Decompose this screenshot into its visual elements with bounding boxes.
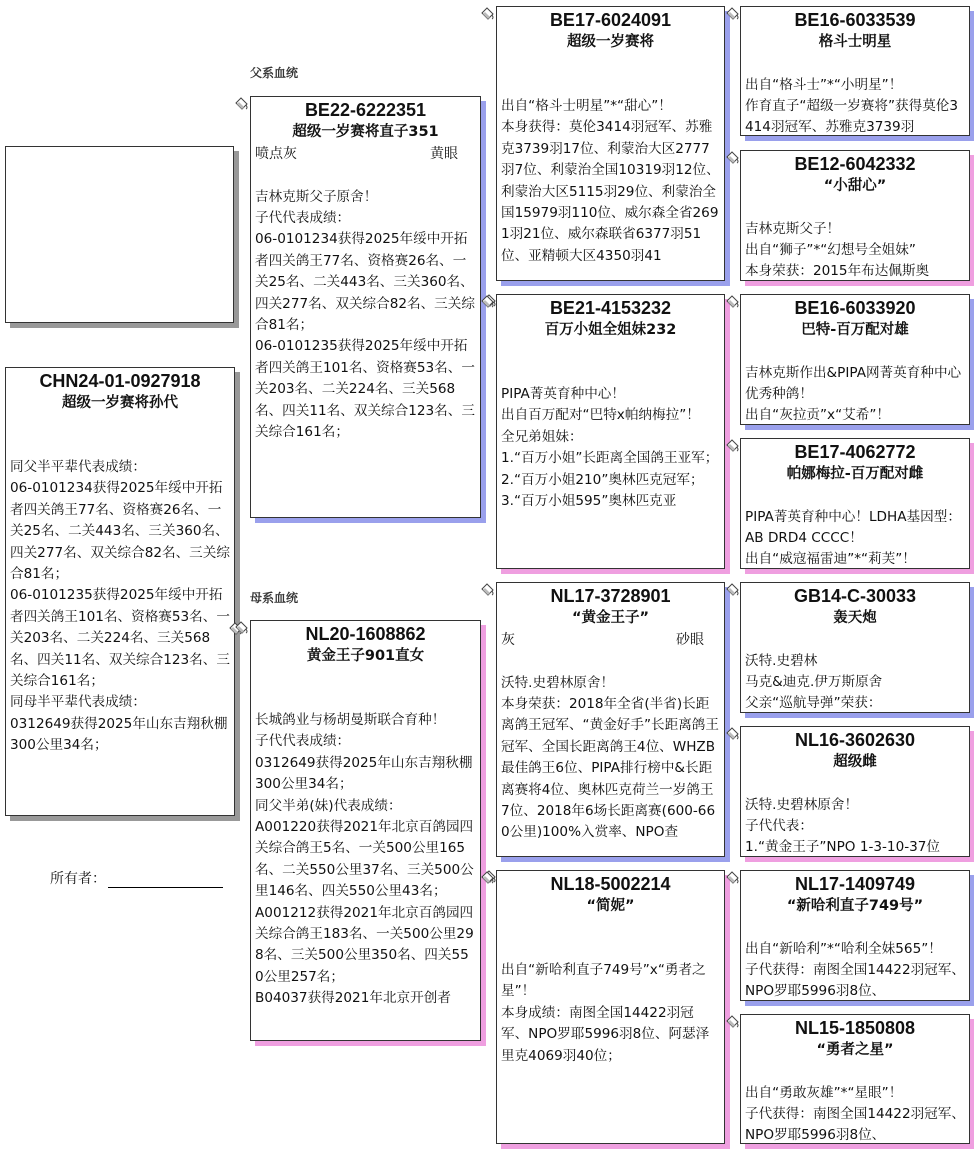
subject-pigeon-card[interactable]	[5, 367, 235, 816]
pigeon-name: 超级一岁赛将直子351	[292, 124, 439, 140]
ring-number: BE16-6033539	[794, 10, 916, 30]
paint-bucket-icon[interactable]	[480, 7, 494, 21]
paint-bucket-icon[interactable]	[725, 1015, 739, 1029]
grandsire-paternal-card[interactable]	[496, 6, 725, 281]
pigeon-name: 黄金王子901直女	[306, 648, 425, 664]
paint-bucket-icon[interactable]	[725, 7, 739, 21]
paint-bucket-icon[interactable]	[725, 727, 739, 741]
granddam-maternal-card[interactable]	[496, 870, 725, 1144]
photo-placeholder[interactable]	[5, 146, 234, 323]
pigeon-notes: 出自“勇敢灰雄”*“星眼”！ 子代获得：南图全国14422羽冠军、NPO罗耶5996羽8位、	[745, 1084, 965, 1144]
pigeon-name: “小甜心”	[823, 178, 887, 194]
ancestor-card[interactable]	[740, 150, 970, 281]
ancestor-card[interactable]	[740, 870, 970, 1001]
ancestor-card[interactable]	[740, 6, 970, 136]
pigeon-notes: 出自“新哈利直子749号”x“勇者之星”！ 本身成绩：南图全国14422羽冠军、NPO罗耶5996羽8位、阿瑟泽里克4069羽40位；	[501, 962, 710, 1064]
paint-bucket-icon[interactable]	[725, 583, 739, 597]
ring-number: NL17-1409749	[794, 874, 916, 894]
pigeon-notes: 同父半平辈代表成绩： 06-0101234获得2025年绥中开拓者四关鸽王77名、资格赛26名、一关25名、二关443名、三关360名、四关277名、双关综合82名、三关综合81名； 06-0101235获得2025年绥中开拓者四关鸽王101名、资格赛53名、一关203名、二关224名、三关568名、四关11名、双关综合123名、三关综合161名； 同母半平辈代表成绩： 0312649获得2025年山东吉翔秋棚300公里34名；	[10, 459, 230, 754]
sire-card[interactable]	[250, 96, 481, 518]
ancestor-card[interactable]	[740, 582, 970, 713]
sire-line-label: 父系血统	[250, 66, 299, 80]
pigeon-notes: PIPA菁英育种中心！LDHA基因型：AB DRD4 CCCC！ 出自“威寇福雷迪”*“莉芙”！	[745, 508, 961, 568]
pigeon-notes: 出自“新哈利”*“哈利全妹565”！ 子代获得：南图全国14422羽冠军、NPO罗耶5996羽8位、	[745, 940, 965, 1000]
paint-bucket-icon[interactable]	[725, 295, 739, 309]
ring-number: NL17-3728901	[550, 586, 671, 606]
pigeon-notes: PIPA菁英育种中心！ 出自百万配对“巴特x帕纳梅拉”！ 全兄弟姐妹： 1.“百万小姐”长距离全国鸽王亚军； 2.“百万小姐210”奥林匹克冠军； 3.“百万小姐595”奥林匹克亚	[501, 386, 719, 510]
pigeon-notes: 沃特.史碧林原舍！ 子代代表： 1.“黄金王子”NPO 1-3-10-37位	[745, 796, 941, 856]
pigeon-notes: 沃特.史碧林原舍！ 本身荣获：2018年全省(半省)长距离鸽王冠军、“黄金好手”长距离鸽王冠军、全国长距离鸽王4位、WHZB最佳鸽王6位、PIPA排行榜中&长距离赛将4位、奥林匹克荷兰一岁鸽王7位、2018年6场长距离赛(600-660公里)100%入赏率、NPO查	[501, 674, 719, 841]
pigeon-name: 巴特-百万配对雄	[801, 322, 909, 338]
ring-number: CHN24-01-0927918	[39, 371, 201, 391]
pigeon-name: “勇者之星”	[816, 1042, 894, 1058]
pigeon-name: “简妮”	[586, 898, 635, 914]
ancestor-card[interactable]	[740, 726, 970, 857]
grandsire-maternal-card[interactable]	[496, 582, 725, 857]
paint-bucket-icon[interactable]	[480, 871, 494, 885]
pigeon-name: “新哈利直子749号”	[786, 898, 924, 914]
pigeon-name: 轰天炮	[833, 610, 877, 626]
owner-label: 所有者：	[50, 871, 106, 887]
owner-field[interactable]	[50, 868, 223, 888]
ring-number: BE16-6033920	[794, 298, 916, 318]
pigeon-name: 格斗士明星	[818, 34, 892, 50]
pigeon-name: 帕娜梅拉-百万配对雌	[786, 466, 924, 482]
ring-number: BE17-6024091	[549, 10, 672, 30]
pigeon-notes: 出自“格斗士”*“小明星”！ 作育直子“超级一岁赛将”获得莫伦3414羽冠军、苏雅克3739羽	[745, 76, 959, 136]
ancestor-card[interactable]	[740, 1014, 970, 1144]
ring-number: BE22-6222351	[304, 100, 427, 120]
pigeon-name: 超级一岁赛将	[567, 34, 654, 50]
pigeon-name: “黄金王子”	[571, 610, 650, 626]
ring-number: GB14-C-30033	[793, 586, 917, 606]
paint-bucket-icon[interactable]	[480, 295, 494, 309]
ring-number: NL15-1850808	[794, 1018, 916, 1038]
pigeon-notes: 吉林克斯父子！ 出自“狮子”*“幻想号全姐妹” 本身荣获：2015年布达佩斯奥	[745, 220, 930, 280]
plumage-color: 灰	[501, 632, 515, 648]
ring-number: BE12-6042332	[794, 154, 916, 174]
ring-number: BE17-4062772	[794, 442, 916, 462]
ancestor-card[interactable]	[740, 294, 970, 425]
granddam-paternal-card[interactable]	[496, 294, 725, 569]
pigeon-name: 超级雌	[833, 754, 877, 770]
paint-bucket-icon[interactable]	[234, 621, 248, 635]
ring-number: NL16-3602630	[794, 730, 916, 750]
paint-bucket-icon[interactable]	[480, 583, 494, 597]
paint-bucket-icon[interactable]	[725, 151, 739, 165]
pigeon-name: 超级一岁赛将孙代	[62, 395, 178, 411]
ring-number: NL18-5002214	[550, 874, 671, 894]
pigeon-notes: 长城鸽业与杨胡曼斯联合育种！ 子代代表成绩： 0312649获得2025年山东吉翔秋棚300公里34名； 同父半弟(妹)代表成绩： A001220获得2021年北京百鸽园四关综合鸽王5名、一关500公里165名、二关550公里37名、三关500公里146名、四关550公里43名； A001212获得2021年北京百鸽园四关综合鸽王183名、一关500公里298名、三关500公里350名、四关550公里257名； B04037获得2021年北京开创者	[255, 712, 474, 1007]
ring-number: BE21-4153232	[549, 298, 672, 318]
owner-blank-line	[108, 872, 223, 888]
plumage-color: 喷点灰	[255, 146, 297, 162]
paint-bucket-icon[interactable]	[725, 871, 739, 885]
ring-number: NL20-1608862	[305, 624, 426, 644]
eye-type: 黄眼	[430, 146, 458, 162]
dam-line-label: 母系血统	[250, 591, 299, 605]
pigeon-notes: 沃特.史碧林 马克&迪克.伊万斯原舍 父亲“巡航导弹”荣获：	[745, 652, 883, 712]
pigeon-notes: 吉林克斯作出&PIPA网菁英育种中心优秀种鸽！ 出自“灰拉贡”x“艾希”！	[745, 364, 962, 424]
paint-bucket-icon[interactable]	[234, 97, 248, 111]
pigeon-name: 百万小姐全姐妹232	[544, 322, 677, 338]
pigeon-notes: 吉林克斯父子原舍！ 子代代表成绩： 06-0101234获得2025年绥中开拓者四关鸽王77名、资格赛26名、一关25名、二关443名、三关360名、四关277名、双关综合82名、三关综合81名； 06-0101235获得2025年绥中开拓者四关鸽王101名、资格赛53名、一关203名、二关224名、三关568名、四关11名、双关综合123名、三关综合161名；	[255, 188, 475, 440]
paint-bucket-icon[interactable]	[725, 439, 739, 453]
dam-card[interactable]	[250, 620, 481, 1041]
pigeon-notes: 出自“格斗士明星”*“甜心”！ 本身获得：莫伦3414羽冠军、苏雅克3739羽17位、利蒙治大区2777羽7位、利蒙治全国10319羽12位、利蒙治大区5115羽29位、利蒙治全国15979羽110位、威尔森全省2691羽21位、威尔森联省6377羽51位、亚精顿大区4350羽41	[501, 98, 720, 264]
eye-type: 砂眼	[676, 632, 704, 648]
ancestor-card[interactable]	[740, 438, 970, 569]
